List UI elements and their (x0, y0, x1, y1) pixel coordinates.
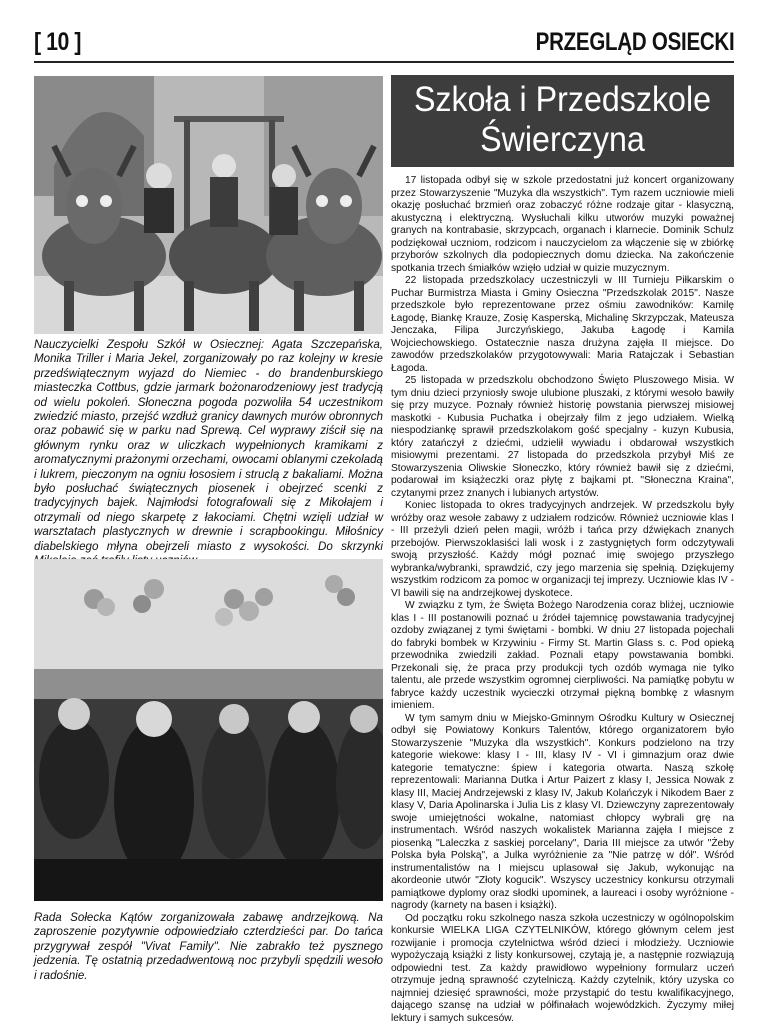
article-title-line2: Świerczyna (405, 120, 721, 160)
article-title-line1: Szkoła i Przedszkole (405, 80, 721, 120)
article-paragraph: 17 listopada odbył się w szkole przedostatni już koncert organizowany przez Stowarzyszenie "Muzyka dla wszystkich". Tym razem uczniowie mieli okazję posłuchać brzmień oraz zobaczyć różne rodzaje gitar - klasyczną, akustyczną i elektryczną. Wysłuchali kilku utworów muzyki poważnej granych na kontrabasie, skrzypcach, organach i klarnecie. Dominik Schulz podziękował uczniom, rodzicom i nauczycielom za włączenie się w zbiórkę przyborów szkolnych dla podopiecznych domu dziecka. Na zakończenie spotkania trzech śmiałków wzięło udział w quizie muzycznym. (391, 175, 734, 275)
publication-title: PRZEGLĄD OSIECKI (535, 28, 734, 57)
photo-reindeer-children (34, 76, 383, 334)
photo-dance-illustration (34, 559, 383, 901)
article-paragraph: Od początku roku szkolnego nasza szkoła uczestniczy w ogólnopolskim konkursie WIELKA LIGA CZYTELNIKÓW, którego głównym celem jest rozwijanie i promocja czytelnictwa wśród dzieci i młodzieży. Uczniowie wypożyczają książki z listy konkursowej, czytają je, a następnie rozwiązują odpowiedni test. Za każdy prawidłowo wypełniony formularz uczeń otrzymuje jedną sprawność czytelniczą. Każdy czytelnik, który uzyska co najmniej dziesięć sprawności, może przystąpić do testu kwalifikacyjnego, dającego szansę na udział w półfinałach wojewódzkich. Życzymy miłej lektury i samych sukcesów. (391, 913, 734, 1025)
photo-andrzejki-dance (34, 559, 383, 901)
photo1-caption: Nauczycielki Zespołu Szkół w Osiecznej: Agata Szczepańska, Monika Triller i Maria Jekel, zorganizowały po raz kolejny w kresie przedświątecznym wyjazd do Niemiec - do brandenburskiego miasteczka Cottbus, gdzie jarmark bożonarodzeniowy jest tradycją od wielu pokoleń. Słoneczna pogoda pozwoliła 54 uczestnikom zwiedzić miasto, przejść wzdłuż granicy dawnych murów obronnych oraz pobawić się w parku nad Sprewą. Cel wyprawy ziścił się na głównym rynku oraz w uliczkach wypełnionych kramikami z aromatycznymi prażonymi orzechami, owocami oblanymi czekoladą i lukrem, pieczonym na ogniu łososiem i struclą z bakaliami. Można było posłuchać świątecznych piosenek i obejrzeć scenki z tradycyjnych bajek. Najmłodsi fotografowali się z Mikołajem i otrzymali od niego skarpetę z łakociami. Chętni wzięli udział w warsztatach plastycznych w drewnie i scrapbookingu. Miłośnicy diabelskiego młyna obejrzeli miasto z wysokości. Do skrzynki (34, 338, 383, 569)
header-rule (34, 61, 734, 63)
photo2-caption: Rada Sołecka Kątów zorganizowała zabawę andrzejkową. Na zaproszenie pozytywnie odpowiedziało czterdzieści par. Do tańca przygrywał zespół "Vivat Family". Nie zabrakło też pysznego jedzenia. Tę ostatnią przedadwentową noc przybyli spędzili wesoło i radośnie. (34, 911, 383, 983)
article-title (391, 75, 734, 167)
article-paragraph: Koniec listopada to okres tradycyjnych andrzejek. W przedszkolu były wróżby oraz wesołe zabawy z udziałem rodziców. Również uczniowie klas I - III przeżyli dzień pełen magii, wróżb i tańca przy dźwiękach znanych przebojów. Pierwszoklasiści lali wosk i z zastygniętych form odczytywali swoją przyszłość. Każdy mógł poznać imię swojego przyszłego wybranka/wybranki, sprawdzić, czy jego marzenia się spełnią. Dziękujemy wszystkim rodzicom za pomoc w organizacji tej imprezy. Uczniowie klas IV - VI bawili się na andrzejkowej dyskotece. (391, 500, 734, 600)
page-number: [ 10 ] (34, 28, 81, 57)
article-body (391, 175, 734, 1025)
article-paragraph: 25 listopada w przedszkolu obchodzono Święto Pluszowego Misia. W tym dniu dzieci przyniosły swoje ulubione pluszaki, z którymi wesoło bawiły się przy muzyce. Poznały również historię powstania pierwszej misiowej maskotki - Kubusia Puchatka i obejrzały film z jego udziałem. Wielką niespodziankę sprawił przedszkolakom gość specjalny - kuzyn Kubusia, który zatańczył z dziećmi, udzielił wywiadu i obdarował wszystkich misiowymi prezentami. 27 listopada do przedszkola przybył Miś ze Stowarzyszenia Oliwskie Słoneczko, który również bawił się z dziećmi, podarował im książeczki oraz płytę z bajkami pt. "Słoneczna Kraina", czytanymi przez znanych i lubianych artystów. (391, 375, 734, 500)
article-paragraph: 22 listopada przedszkolacy uczestniczyli w III Turnieju Piłkarskim o Puchar Burmistrza Miasta i Gminy Osieczna "Przedszkolak 2015". Nasze przedszkole było reprezentowane przez ośmiu zawodników: Kamilę Łagodę, Biankę Krauze, Zosię Kasperską, Michalinę Skrzypczak, Mateusza Jenczaka, Filipa Jurczyńskiego, Jakuba Łagodę i Kamila Wojciechowskiego. Ostatecznie nasza drużyna zajęła II miejsce. Do zawodów przedszkolaków przygotowywali: Maria Ratajczak i Sebastian Łagoda. (391, 275, 734, 375)
photo-reindeer-illustration (34, 76, 383, 334)
article-paragraph: W związku z tym, że Święta Bożego Narodzenia coraz bliżej, uczniowie klas I - III postanowili poznać u źródeł tajemnicę powstawania tradycyjnej ozdoby związanej z tymi świętami - bombki. W dniu 27 listopada pojechali do fabryki bombek w Krzywiniu - Firmy St. Martin Glass s. c. Pod opieką przewodnika zwiedzili zakład. Poznali etapy powstawania bombki. Przekonali się, że praca przy produkcji tych ozdób wymaga nie tylko talentu, ale przede wszystkim ogromnej cierpliwości. Na pamiątkę pobytu w fabryce każdy uczestnik wycieczki otrzymał piękną bombkę z własnym imieniem. (391, 600, 734, 713)
article-paragraph: W tym samym dniu w Miejsko-Gminnym Ośrodku Kultury w Osiecznej odbył się Powiatowy Konkurs Talentów, którego organizatorem było Stowarzyszenie "Muzyka dla wszystkich". Konkurs podzielono na trzy kategorie wiekowe: klasy I - III, klasy IV - VI i gimnazjum oraz dwie kategorie tematyczne: śpiew i kategoria otwarta. Naszą szkołę reprezentowali: Marianna Dutka i Artur Paizert z klasy I, Jessica Nowak z klasy III, Maciej Andrzejewski z klasy IV, Jakub Kolańczyk i Nikodem Baer z klasy V, Daria Apolinarska i Julia Lis z klasy VI. Dziewczyny zaprezentowały swoje umiejętności wokalne, natomiast chłopcy wybrali grę na instrumentach. Wśród naszych wokalistek Marianna zajęła I miejsce z piosenką "Laleczka z saskiej porcelany", Daria III miejsce za utwór "Żeby Polska była Polską", a Julka wyróżnienie za "Nie patrzę w dół". Wśród instrumentalistów na I miejscu uplasował się Jakub, wykonując na akordeonie utwór "Złoty kogucik". Wszyscy uczestnicy konkursu otrzymali pamiątkowe dyplomy oraz słodki upominek, a laureaci i osoby wyróżnione - nagrody (karnety na basen i książki). (391, 713, 734, 913)
